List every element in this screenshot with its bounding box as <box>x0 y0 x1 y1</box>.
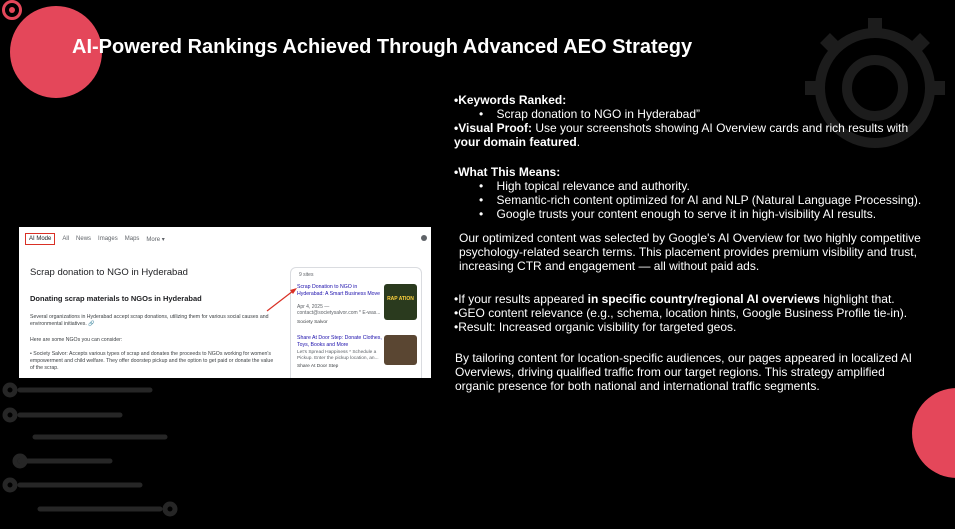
regional-post: highlight that. <box>819 292 895 306</box>
brand-logo-icon <box>2 0 22 20</box>
gear-outline-icon <box>780 8 955 158</box>
result-line: •Result: Increased organic visibility for targeted geos. <box>454 320 737 334</box>
visual-proof-bold: your domain featured <box>454 135 577 149</box>
means-item-3 <box>479 207 876 221</box>
tab-images: Images <box>98 236 118 242</box>
overview-heading: Donating scrap materials to NGOs in Hyderabad <box>30 294 202 303</box>
overview-paragraph: Our optimized content was selected by Google's AI Overview for two highly competitive psychology-related search terms. This placement provides premium visibility and trust, increasing CTR and engagement — all without paid ads. <box>459 231 921 273</box>
source-name-1: Society Salvor <box>297 320 328 325</box>
means-item-2 <box>479 193 921 207</box>
means-item-text: High topical relevance and authority. <box>496 179 690 193</box>
search-query: Scrap donation to NGO in Hyderabad <box>30 267 188 278</box>
visual-proof-label: •Visual Proof: <box>454 121 532 135</box>
bullet-icon: • <box>479 207 484 221</box>
overview-intro: Here are some NGOs you can consider: <box>30 337 123 343</box>
keywords-label: •Keywords Ranked: <box>454 93 567 107</box>
tab-ai-mode: AI Mode <box>25 233 55 245</box>
visual-proof-text: Use your screenshots showing AI Overview cards and rich results with <box>532 121 909 135</box>
tab-more: More ▾ <box>146 236 165 243</box>
visual-proof-line-2 <box>454 135 580 149</box>
visual-proof-line <box>454 121 924 135</box>
highlight-arrow-icon <box>19 227 431 378</box>
means-item-text: Semantic-rich content optimized for AI and NLP (Natural Language Processing). <box>496 193 922 207</box>
bullet-icon: • <box>479 179 484 193</box>
decorative-circle-right <box>912 388 955 478</box>
source-url-1: contact@societysalvor.com * E-was... <box>297 310 381 316</box>
keyword-text: Scrap donation to NGO in Hyderabad” <box>496 107 700 121</box>
source-title-1: Scrap Donation to NGO in Hyderabad: A Smart Business Move <box>297 284 381 297</box>
overview-paragraph: Several organizations in Hyderabad accept scrap donations, utilizing them for various social causes and environmental initiatives. 🔗 <box>30 314 269 327</box>
closing-paragraph: By tailoring content for location-specific audiences, our pages appeared in localized AI Overviews, driving qualified traffic from our target regions. This strategy amplified organic presence for both national and international traffic segments. <box>455 351 912 393</box>
what-means-label: •What This Means: <box>454 165 561 179</box>
regional-bold: in specific country/regional AI overviews <box>587 292 820 306</box>
sites-count: 9 sites <box>299 272 314 278</box>
source-date-1: Apr 4, 2025 — <box>297 304 330 310</box>
means-item-text: Google trusts your content enough to serve it in high-visibility AI results. <box>496 207 877 221</box>
source-desc-2: Let's Spread Happiness * Schedule a Pickup. Enter the pickup location, an... <box>297 350 379 361</box>
means-item-1 <box>479 179 690 193</box>
slide-title: AI-Powered Rankings Achieved Through Advanced AEO Strategy <box>72 36 693 58</box>
geo-line: •GEO content relevance (e.g., schema, location hints, Google Business Profile tie-in). <box>454 306 908 320</box>
source-name-2: Share At Door Step <box>297 364 339 369</box>
visual-proof-end: . <box>576 135 581 149</box>
circuit-pattern-icon <box>0 375 200 529</box>
regional-pre: •If your results appeared <box>454 292 588 306</box>
bullet-icon: • <box>479 193 484 207</box>
tab-maps: Maps <box>124 236 140 242</box>
search-results-screenshot <box>19 227 431 378</box>
source-thumbnail-1: RAP ATION <box>384 284 417 320</box>
tab-news: News <box>76 236 92 242</box>
keyword-item <box>479 107 700 121</box>
tab-all: All <box>62 236 70 242</box>
regional-line <box>454 292 895 306</box>
overview-list-item: • Society Salvor: Accepts various types of scrap and donates the proceeds to NGOs working for women's empowerment and child welfare. They offer doorstep pickup and the option to get paid or donate the value of the scrap. <box>30 351 274 371</box>
bullet-icon: • <box>479 107 484 121</box>
source-title-2: Share At Door Step: Donate Clothes, Toys, Books and More <box>297 335 382 348</box>
